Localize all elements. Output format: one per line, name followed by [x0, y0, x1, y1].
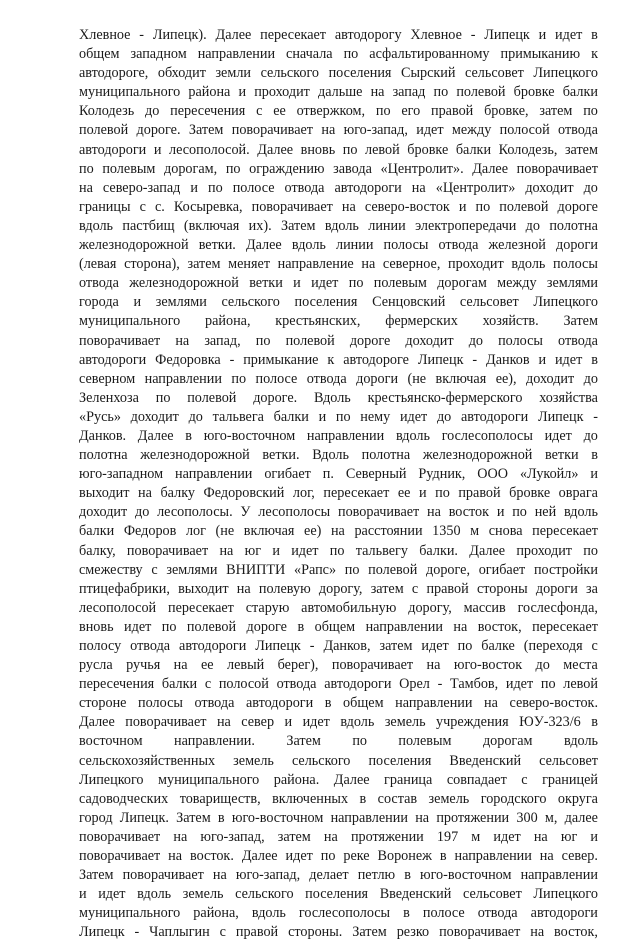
- text-line: лесополосой пересекает старую автомобильную дорогу, массив гослесфонда,: [79, 599, 598, 616]
- text-line: Липецкого муниципального района. Далее граница совпадает с границей: [79, 771, 598, 788]
- text-line: (левая сторона), затем меняет направление на северное, проходит вдоль полосы: [79, 256, 598, 273]
- text-line: выходит на балку Федоровский лог, пересекает ее и по правой бровке оврага: [79, 485, 598, 502]
- text-line: балки Федоров лог (не включая ее) на расстоянии 1350 м снова пересекает: [79, 523, 598, 540]
- text-line: балку, поворачивает на юг и идет по тальвегу балки. Далее проходит по: [79, 542, 598, 559]
- text-line: автодороги и лесополосой. Далее вновь по левой бровке балки Колодезь, затем: [79, 141, 598, 158]
- text-line: смежеству с землями ВНИПТИ «Рапс» по полевой дороге, огибает постройки: [79, 561, 598, 578]
- text-line: и идет вдоль земель сельского поселения Введенский сельсовет Липецкого: [79, 886, 598, 903]
- text-line: по полевым дорогам, по ограждению завода «Центролит». Далее поворачивает: [79, 160, 598, 177]
- text-line: Липецк - Чаплыгин с правой стороны. Затем резко поворачивает на восток,: [79, 924, 598, 941]
- text-line: доходит до лесополосы. У лесополосы поворачивает на восток и по ней вдоль: [79, 504, 598, 521]
- text-line: Хлевное - Липецк). Далее пересекает автодорогу Хлевное - Липецк и идет в: [79, 27, 598, 43]
- text-line: Данков. Далее в юго-восточном направлении вдоль гослесополосы идет до: [79, 427, 598, 444]
- text-line: муниципального района, крестьянских, фермерских хозяйств. Затем: [79, 313, 598, 330]
- text-line: вдоль пастбищ (включая их). Затем вдоль линии электропередачи до полотна: [79, 217, 598, 234]
- text-line: восточном направлении. Затем по полевым дорогам вдоль: [79, 733, 598, 750]
- text-line: поворачивает на запад, по полевой дороге доходит до полосы отвода: [79, 332, 598, 349]
- text-line: автодороге, обходит земли сельского поселения Сырский сельсовет Липецкого: [79, 65, 598, 82]
- text-line: птицефабрики, выходит на полевую дорогу, затем с правой стороны дороги за: [79, 580, 598, 597]
- text-line: сельскохозяйственных земель сельского поселения Введенский сельсовет: [79, 752, 598, 769]
- text-line: Далее поворачивает на север и идет вдоль земель учреждения ЮУ-323/6 в: [79, 714, 598, 731]
- text-line: общем западном направлении сначала по асфальтированному примыканию к: [79, 46, 598, 63]
- text-line: русла ручья на ее левый берег), поворачивает на юго-восток до места: [79, 657, 598, 674]
- text-line: стороне полосы отвода автодороги в общем направлении на северо-восток.: [79, 695, 598, 712]
- text-line: садоводческих товариществ, включенных в состав земель городского округа: [79, 790, 598, 807]
- text-line: Затем поворачивает на юго-запад, делает петлю в юго-восточном направлении: [79, 867, 598, 884]
- text-line: город Липецк. Затем в юго-восточном направлении на протяжении 300 м, далее: [79, 809, 598, 826]
- text-line: поворачивает на юго-запад, затем на протяжении 197 м идет на юг и: [79, 828, 598, 845]
- text-line: отвода железнодорожной ветки и идет по полевым дорогам между землями: [79, 275, 598, 292]
- text-line: пересечения балки с полосой отвода автодороги Орел - Тамбов, идет по левой: [79, 676, 598, 693]
- text-line: города и землями сельского поселения Сенцовский сельсовет Липецкого: [79, 294, 598, 311]
- text-line: муниципального района и проходит дальше на запад по полевой бровке балки: [79, 84, 598, 101]
- text-line: «Русь» доходит до тальвега балки и по нему идет до автодороги Липецк -: [79, 408, 598, 425]
- text-line: автодороги Федоровка - примыкание к автодороге Липецк - Данков и идет в: [79, 351, 598, 368]
- text-line: поворачивает на восток. Далее идет по реке Воронеж в направлении на север.: [79, 848, 598, 865]
- text-line: вновь идет по полевой дороге в общем направлении на восток, пересекает: [79, 618, 598, 635]
- text-line: на северо-запад и по полосе отвода автодороги на «Центролит» доходит до: [79, 179, 598, 196]
- document-body-text: [79, 26, 598, 943]
- text-line: юго-западном направлении огибает п. Северный Рудник, ООО «Лукойл» и: [79, 466, 598, 483]
- text-line: полосу отвода автодороги Липецк - Данков, затем идет по балке (переходя с: [79, 638, 598, 654]
- text-line: полотна железнодорожной ветки. Вдоль полотна железнодорожной ветки в: [79, 447, 598, 464]
- text-line: муниципального района, вдоль гослесополосы в полосе отвода автодороги: [79, 905, 598, 922]
- text-line: полевой дороге. Затем поворачивает на юго-запад, идет между полосой отвода: [79, 122, 598, 139]
- text-line: Зеленхоза по полевой дороге. Вдоль крестьянско-фермерского хозяйства: [79, 389, 598, 406]
- text-line: Колодезь до пересечения с ее отвержком, по его правой бровке, затем по: [79, 103, 598, 120]
- text-line: северном направлении по полосе отвода дороги (не включая ее), доходит до: [79, 370, 598, 387]
- text-line: железнодорожной ветки. Далее вдоль линии полосы отвода железной дороги: [79, 237, 598, 254]
- text-line: границы с с. Косыревка, поворачивает на северо-восток и по полевой дороге: [79, 198, 598, 215]
